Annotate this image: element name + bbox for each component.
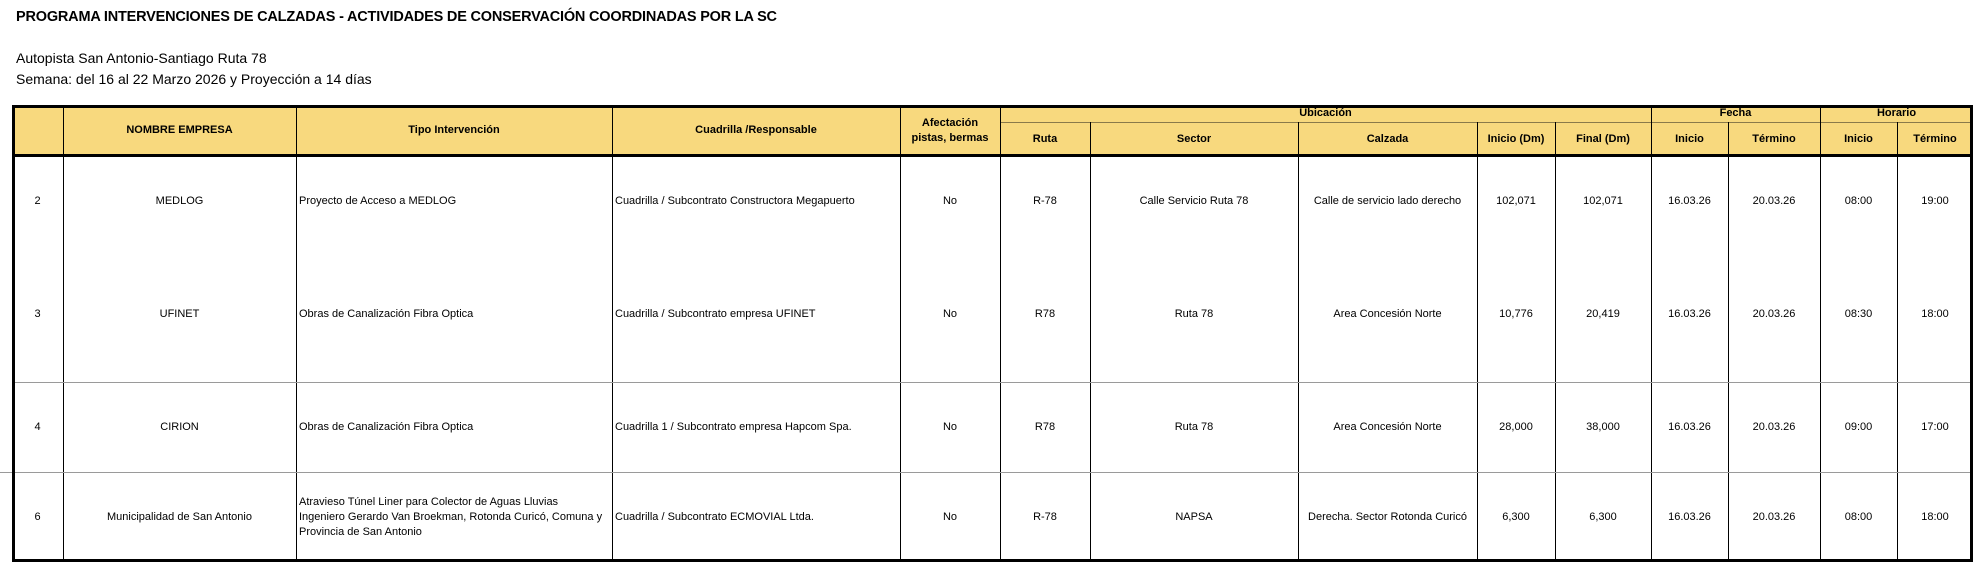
column-divider bbox=[1820, 105, 1821, 562]
carriageway: Calle de servicio lado derecho bbox=[1313, 195, 1462, 207]
end-dm: 20,419 bbox=[1586, 308, 1620, 320]
end-time: 18:00 bbox=[1921, 308, 1949, 320]
lane-impact: No bbox=[942, 308, 958, 320]
row-number: 4 bbox=[34, 420, 41, 433]
end-date: 20.03.26 bbox=[1752, 308, 1796, 320]
lane-impact: No bbox=[942, 420, 958, 433]
route: R78 bbox=[1034, 420, 1056, 433]
start-time: 09:00 bbox=[1844, 420, 1873, 433]
route: R78 bbox=[1034, 308, 1056, 320]
header-fecha-termino: Término bbox=[1728, 122, 1820, 156]
start-time: 08:00 bbox=[1844, 195, 1873, 207]
header-empresa: NOMBRE EMPRESA bbox=[63, 105, 296, 156]
start-time: 08:00 bbox=[1844, 510, 1873, 523]
start-dm: 10,776 bbox=[1499, 308, 1533, 320]
row-number: 2 bbox=[34, 195, 41, 207]
end-date: 20.03.26 bbox=[1752, 510, 1796, 523]
carriageway: Area Concesión Norte bbox=[1333, 308, 1442, 320]
company-name: Municipalidad de San Antonio bbox=[107, 510, 252, 523]
column-divider bbox=[900, 105, 901, 562]
start-time: 08:30 bbox=[1844, 308, 1873, 320]
column-divider bbox=[1651, 105, 1652, 562]
header-horario-inicio: Inicio bbox=[1820, 122, 1897, 156]
row-number: 6 bbox=[34, 510, 41, 523]
end-time: 18:00 bbox=[1921, 510, 1949, 523]
column-divider bbox=[1298, 122, 1299, 562]
column-divider bbox=[1728, 122, 1729, 562]
end-date: 20.03.26 bbox=[1752, 420, 1796, 433]
start-dm: 28,000 bbox=[1499, 420, 1533, 433]
carriageway: Derecha. Sector Rotonda Curicó bbox=[1308, 510, 1467, 523]
end-dm: 38,000 bbox=[1586, 420, 1620, 433]
header-horario: Horario bbox=[1820, 105, 1973, 122]
row-divider bbox=[12, 382, 1973, 383]
header-fecha-inicio: Inicio bbox=[1651, 122, 1728, 156]
sector: Ruta 78 bbox=[1174, 308, 1214, 320]
end-dm: 6,300 bbox=[1589, 510, 1617, 523]
column-divider bbox=[63, 105, 64, 562]
header-group-divider bbox=[1000, 122, 1973, 123]
carriageway: Area Concesión Norte bbox=[1333, 420, 1442, 433]
start-date: 16.03.26 bbox=[1668, 195, 1711, 207]
header-number bbox=[12, 105, 63, 156]
column-divider bbox=[1555, 122, 1556, 562]
start-dm: 102,071 bbox=[1496, 195, 1536, 207]
start-date: 16.03.26 bbox=[1668, 308, 1711, 320]
company-name: UFINET bbox=[159, 308, 200, 320]
route: R-78 bbox=[1033, 195, 1057, 207]
crew-responsible: Cuadrilla / Subcontrato ECMOVIAL Ltda. bbox=[615, 510, 814, 523]
week-range: Semana: del 16 al 22 Marzo 2026 y Proyección a 14 días bbox=[16, 71, 372, 87]
end-time: 19:00 bbox=[1921, 195, 1949, 207]
company-name: CIRION bbox=[160, 420, 199, 433]
crew-responsible: Cuadrilla / Subcontrato empresa UFINET bbox=[615, 308, 816, 320]
intervention-type: Obras de Canalización Fibra Optica bbox=[299, 308, 474, 320]
document-title: PROGRAMA INTERVENCIONES DE CALZADAS - ACTIVIDADES DE CONSERVACIÓN COORDINADAS POR LA SC bbox=[16, 9, 777, 25]
column-divider bbox=[612, 105, 613, 562]
column-divider bbox=[296, 105, 297, 562]
interventions-table bbox=[12, 105, 1973, 562]
column-divider bbox=[1477, 122, 1478, 562]
column-divider bbox=[1000, 105, 1001, 562]
header-inicio-dm: Inicio (Dm) bbox=[1477, 122, 1555, 156]
column-divider bbox=[1090, 122, 1091, 562]
intervention-type: Atravieso Túnel Liner para Colector de Aguas Lluvias Ingeniero Gerardo Van Broekman, Rotonda Curicó, Comuna y Provincia de San Antonio bbox=[299, 495, 603, 538]
intervention-type: Proyecto de Acceso a MEDLOG bbox=[299, 195, 457, 207]
header-calzada: Calzada bbox=[1298, 122, 1477, 156]
header-tipo: Tipo Intervención bbox=[296, 105, 612, 156]
start-dm: 6,300 bbox=[1502, 510, 1530, 523]
row-divider bbox=[900, 472, 1973, 473]
lane-impact: No bbox=[942, 510, 958, 523]
header-fecha: Fecha bbox=[1651, 105, 1820, 122]
lane-impact: No bbox=[942, 195, 958, 207]
end-dm: 102,071 bbox=[1583, 195, 1623, 207]
header-ruta: Ruta bbox=[1000, 122, 1090, 156]
sector: Calle Servicio Ruta 78 bbox=[1139, 195, 1249, 207]
header-sector: Sector bbox=[1090, 122, 1298, 156]
header-bottom-border bbox=[12, 154, 1973, 157]
intervention-type: Obras de Canalización Fibra Optica bbox=[299, 420, 474, 433]
crew-responsible: Cuadrilla 1 / Subcontrato empresa Hapcom Spa. bbox=[615, 420, 852, 433]
end-time: 17:00 bbox=[1921, 420, 1949, 433]
company-name: MEDLOG bbox=[155, 195, 204, 207]
column-divider bbox=[1897, 122, 1898, 562]
start-date: 16.03.26 bbox=[1668, 510, 1711, 523]
header-horario-termino: Término bbox=[1897, 122, 1973, 156]
sector: NAPSA bbox=[1175, 510, 1213, 523]
start-date: 16.03.26 bbox=[1668, 420, 1711, 433]
header-cuadrilla: Cuadrilla /Responsable bbox=[612, 105, 900, 156]
crew-responsible: Cuadrilla / Subcontrato Constructora Megapuerto bbox=[615, 195, 855, 207]
header-afectacion: Afectación pistas, bermas bbox=[900, 105, 1000, 156]
header-ubicacion: Ubicación bbox=[1000, 105, 1651, 122]
row-number: 3 bbox=[34, 308, 41, 320]
header-final-dm: Final (Dm) bbox=[1555, 122, 1651, 156]
end-date: 20.03.26 bbox=[1752, 195, 1796, 207]
route: R-78 bbox=[1033, 510, 1057, 523]
sector: Ruta 78 bbox=[1174, 420, 1214, 433]
highway-name: Autopista San Antonio-Santiago Ruta 78 bbox=[16, 50, 267, 66]
